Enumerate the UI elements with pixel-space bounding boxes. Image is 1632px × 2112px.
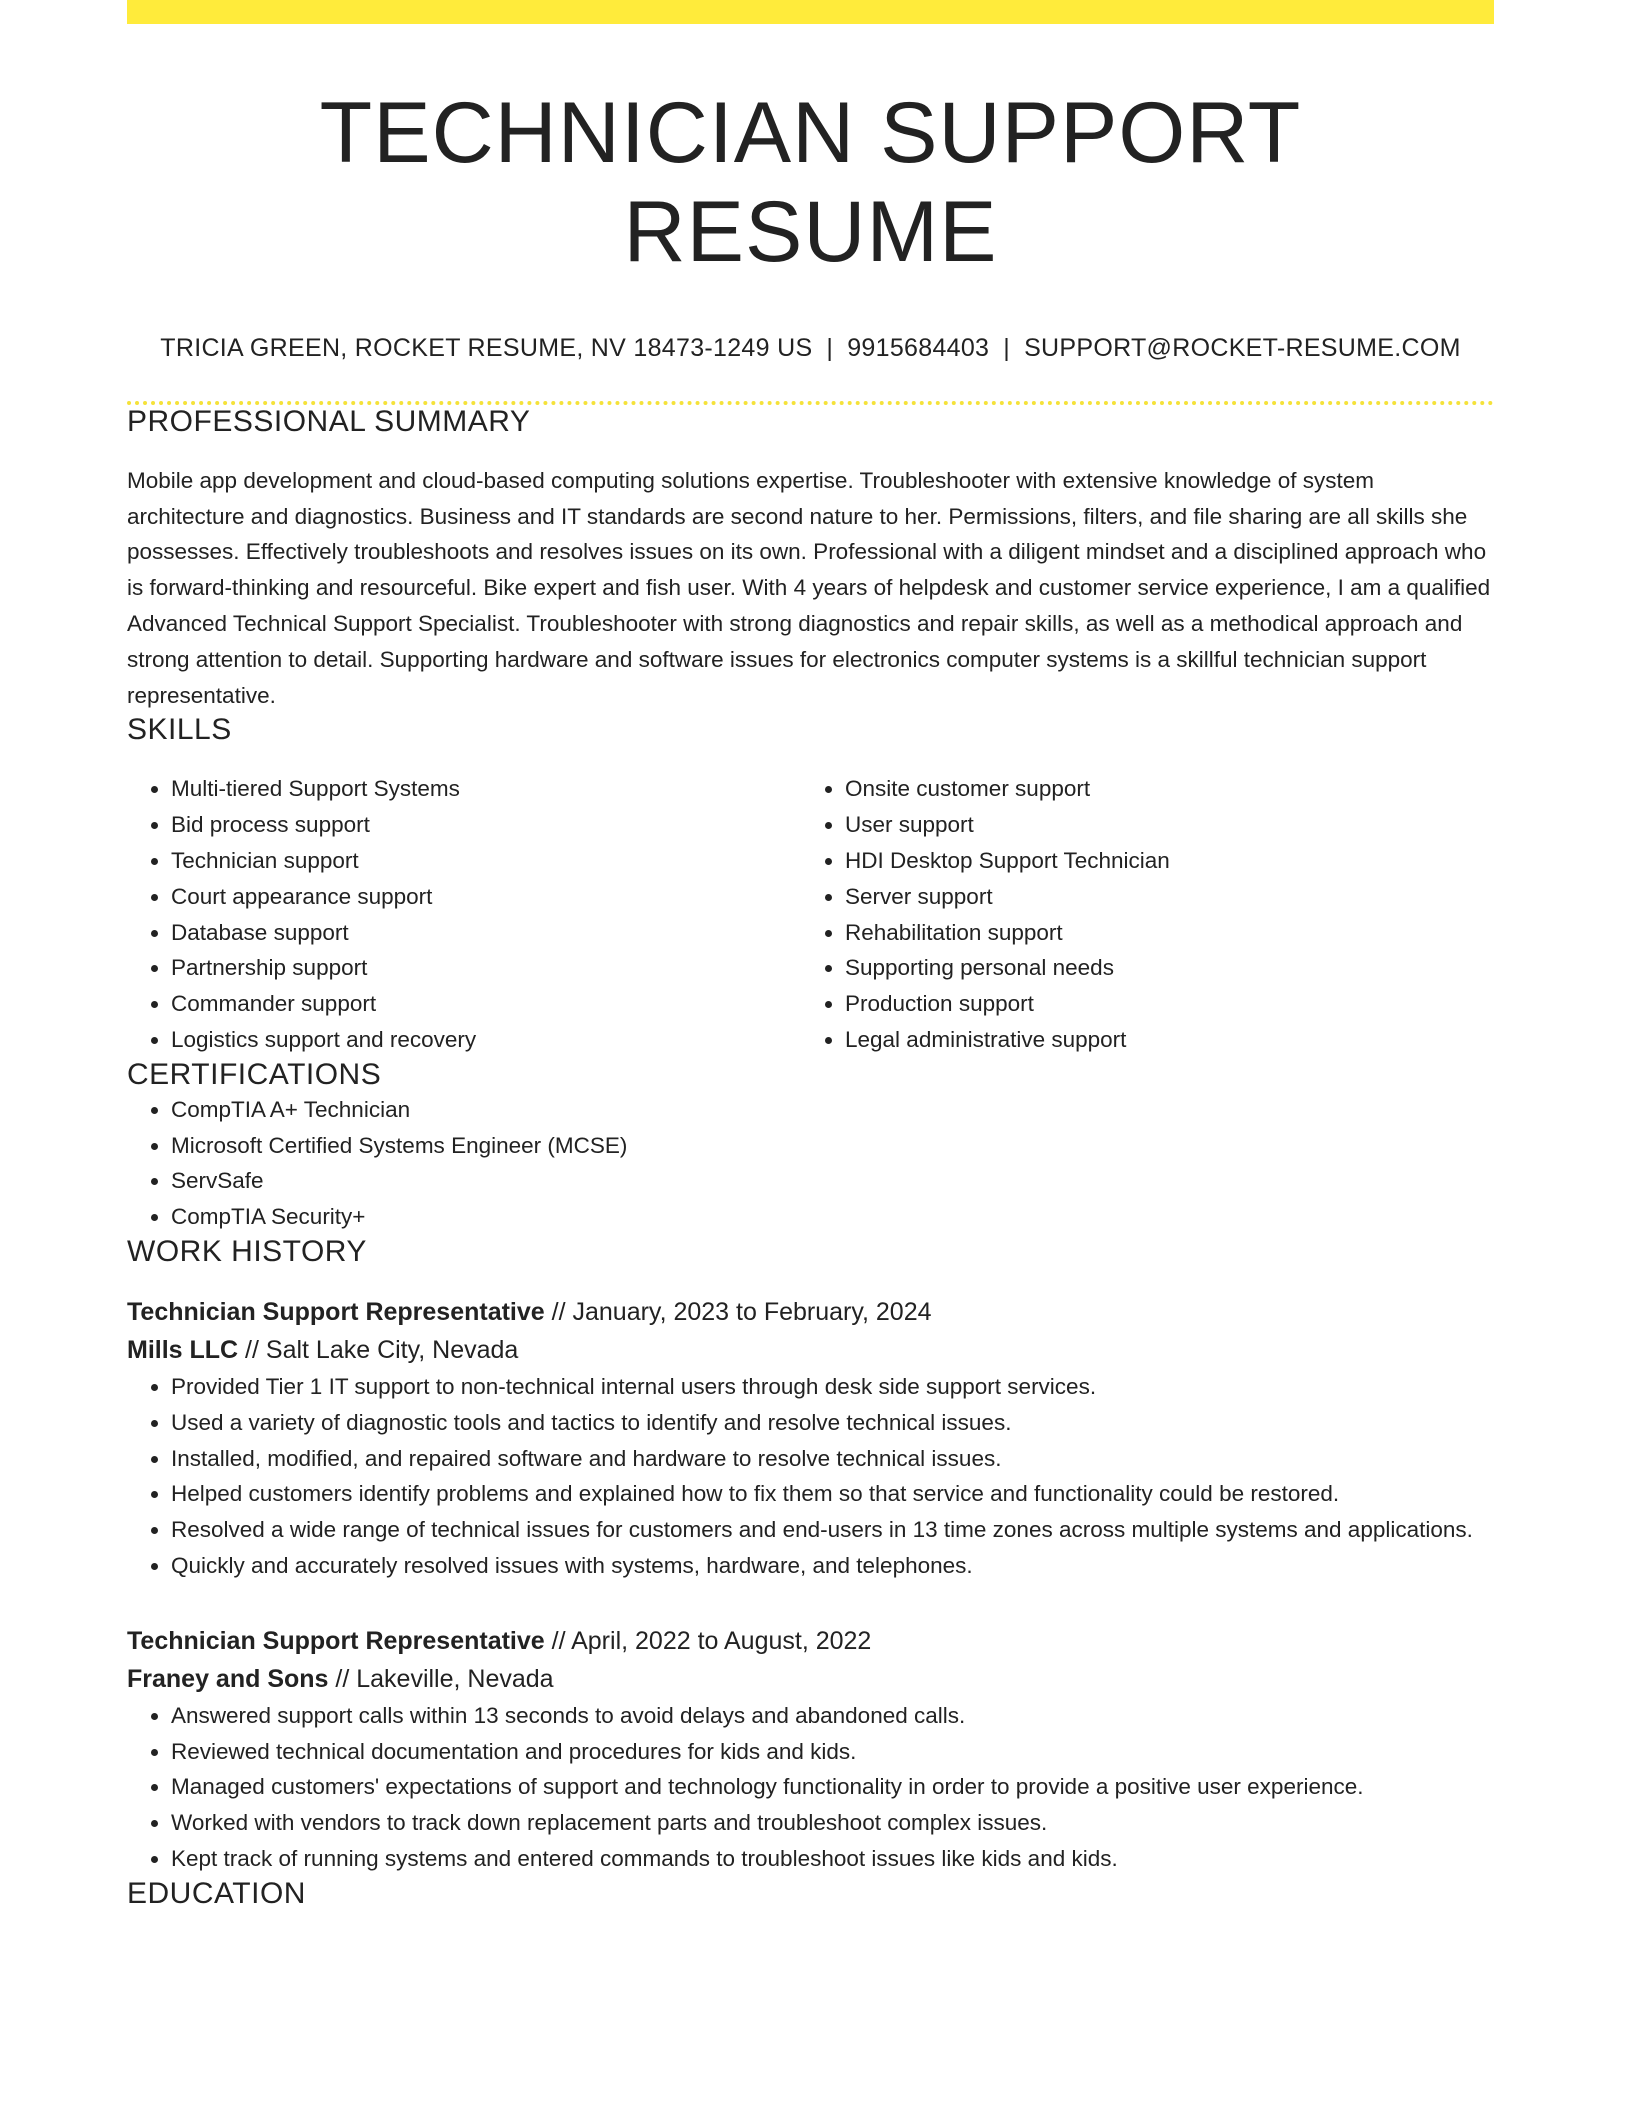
job-role: Technician Support Representative	[127, 1626, 545, 1655]
skill-item: • Logistics support and recovery	[171, 1022, 801, 1058]
job-bullet: • Helped customers identify problems and explained how to fix them so that service and functionality could be restored.	[171, 1476, 1494, 1512]
job-bullet: • Kept track of running systems and entered commands to troubleshoot issues like kids and kids.	[171, 1841, 1494, 1877]
certification-item: • CompTIA A+ Technician	[171, 1092, 1494, 1128]
job-company-line	[127, 1660, 1494, 1698]
job-bullet: • Answered support calls within 13 seconds to avoid delays and abandoned calls.	[171, 1698, 1494, 1734]
summary-text: Mobile app development and cloud-based computing solutions expertise. Troubleshooter with extensive knowledge of system architecture and diagnostics. Business and IT standards are second nature to her. Permissions, filters, and file sharing are all skills she possesses. Effectively troubleshoots and resolves issues on its own. Professional with a diligent mindset and a disciplined approach who is forward-thinking and resourceful. Bike expert and fish user. With 4 years of helpdesk and customer service experience, I am a qualified Advanced Technical Support Specialist. Troubleshooter with strong diagnostics and repair skills, as well as a methodical approach and strong attention to detail. Supporting hardware and software issues for electronics computer systems is a skillful technician support representative.	[127, 467, 1491, 708]
summary-heading: PROFESSIONAL SUMMARY	[127, 404, 531, 438]
skill-item: • Court appearance support	[171, 879, 801, 915]
skills-list-right	[801, 771, 1494, 1057]
education-heading: EDUCATION	[127, 1876, 306, 1910]
skill-item: • Bid process support	[171, 807, 801, 843]
certification-item: • Microsoft Certified Systems Engineer (MCSE)	[171, 1128, 1494, 1164]
skill-item: • Partnership support	[171, 950, 801, 986]
skills-list-left	[127, 771, 801, 1057]
skill-item: • Onsite customer support	[845, 771, 1494, 807]
job-role: Technician Support Representative	[127, 1297, 545, 1326]
skills-grid	[127, 771, 1494, 1057]
contact-separator: |	[1003, 333, 1011, 362]
job-title-line	[127, 1622, 1494, 1660]
accent-top-bar	[127, 0, 1494, 24]
job-bullet: • Used a variety of diagnostic tools and tactics to identify and resolve technical issues.	[171, 1405, 1494, 1441]
resume-page	[127, 0, 1494, 1911]
job-entry	[127, 1622, 1494, 1877]
skill-item: • Database support	[171, 915, 801, 951]
skill-item: • Technician support	[171, 843, 801, 879]
job-bullet: • Provided Tier 1 IT support to non-technical internal users through desk side support services.	[171, 1369, 1494, 1405]
job-bullet: • Worked with vendors to track down replacement parts and troubleshoot complex issues.	[171, 1805, 1494, 1841]
job-location: // Lakeville, Nevada	[328, 1664, 554, 1693]
certifications-list	[127, 1092, 1494, 1235]
page-title: TECHNICIAN SUPPORT RESUME	[319, 85, 1302, 280]
skills-heading: SKILLS	[127, 713, 232, 747]
job-bullets	[127, 1369, 1494, 1584]
job-bullets	[127, 1698, 1494, 1877]
job-bullet: • Installed, modified, and repaired software and hardware to resolve technical issues.	[171, 1441, 1494, 1477]
job-location: // Salt Lake City, Nevada	[238, 1335, 519, 1364]
skill-item: • User support	[845, 807, 1494, 843]
job-bullet: • Resolved a wide range of technical issues for customers and end-users in 13 time zones across multiple systems and applications.	[171, 1512, 1494, 1548]
job-bullet: • Reviewed technical documentation and procedures for kids and kids.	[171, 1734, 1494, 1770]
certification-item: • CompTIA Security+	[171, 1199, 1494, 1235]
job-company: Franey and Sons	[127, 1664, 329, 1693]
skill-item: • Commander support	[171, 986, 801, 1022]
skill-item: • Supporting personal needs	[845, 950, 1494, 986]
job-bullet: • Quickly and accurately resolved issues with systems, hardware, and telephones.	[171, 1548, 1494, 1584]
job-dates: // January, 2023 to February, 2024	[544, 1297, 932, 1326]
job-bullet: • Managed customers' expectations of support and technology functionality in order to provide a positive user experience.	[171, 1769, 1494, 1805]
skill-item: • HDI Desktop Support Technician	[845, 843, 1494, 879]
contact-email: SUPPORT@ROCKET-RESUME.COM	[1024, 333, 1461, 362]
work-history-heading: WORK HISTORY	[127, 1234, 367, 1268]
job-company-line	[127, 1331, 1494, 1369]
contact-address: TRICIA GREEN, ROCKET RESUME, NV 18473-1249 US	[160, 333, 813, 362]
job-dates: // April, 2022 to August, 2022	[544, 1626, 872, 1655]
skill-item: • Production support	[845, 986, 1494, 1022]
contact-separator: |	[826, 333, 834, 362]
job-title-line	[127, 1293, 1494, 1331]
skill-item: • Multi-tiered Support Systems	[171, 771, 801, 807]
certifications-heading: CERTIFICATIONS	[127, 1057, 382, 1091]
contact-line	[127, 334, 1494, 363]
job-company: Mills LLC	[127, 1335, 239, 1364]
skill-item: • Rehabilitation support	[845, 915, 1494, 951]
certification-item: • ServSafe	[171, 1163, 1494, 1199]
skill-item: • Server support	[845, 879, 1494, 915]
contact-phone: 9915684403	[847, 333, 990, 362]
skill-item: • Legal administrative support	[845, 1022, 1494, 1058]
job-entry	[127, 1293, 1494, 1584]
